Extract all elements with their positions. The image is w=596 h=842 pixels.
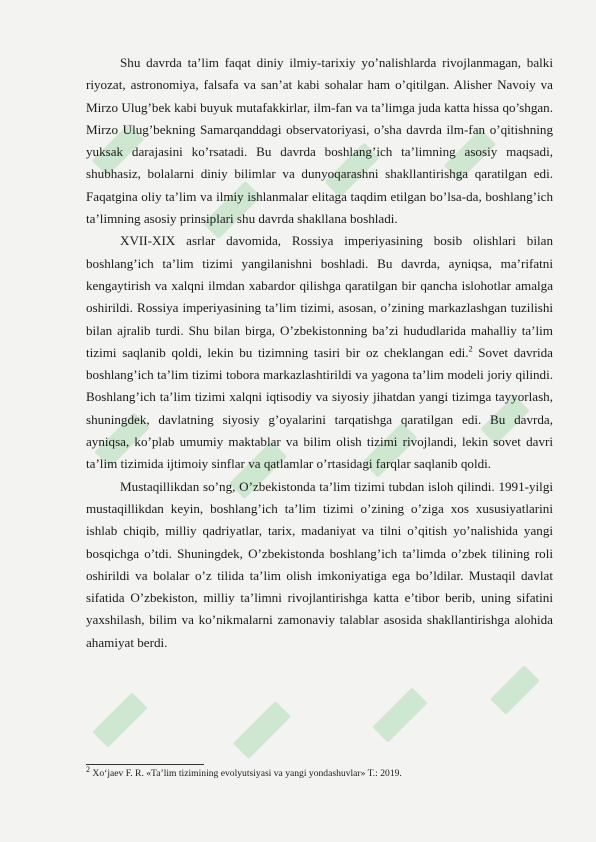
paragraph-2 xyxy=(86,230,553,475)
watermark-mark xyxy=(372,687,427,742)
footnote xyxy=(86,764,553,780)
footnote-reference[interactable]: 2 xyxy=(468,344,473,354)
paragraph-3: Mustaqillikdan so’ng, O’zbekistonda ta’lim tizimi tubdan isloh qilindi. 1991-yilgi mustaqillikdan keyin, boshlang’ich ta’lim tizimi o’zining o’ziga xos xususiyatlarini ishlab chiqib, milliy qadriyatlar, tarix, madaniyat va tilni o’qitish yo’nalishida yangi bosqichga o’tdi. Shuningdek, O’zbekistonda boshlang’ich ta’limda o’zbek tilining roli oshirildi va bolalar o’z tilida ta’lim olish imkoniyatiga ega bo’ldilar. Mustaqil davlat sifatida O’zbekiston, milliy ta’limni rivojlantirishga katta e’tibor berib, uning sifatini yaxshilash, bilim va ko’nikmalarni zamonaviy talablar asosida shakllantirishga alohida ahamiyat berdi. xyxy=(86,478,553,650)
watermark-mark xyxy=(490,665,539,714)
paragraph-2-text-after: Sovet davrida boshlang’ich ta’lim tizimi tobora markazlashtirildi va yagona ta’lim modeli joriy qilindi. Boshlang’ich ta’lim tizimi xalqni iqtisodiy va siyosiy jihatdan yangi tizimga tayyorlash, shuningdek, davlatning siyosiy g’oyalarini tarqatishga qaratilgan edi. Bu davrda, ayniqsa, ko’plab umumiy maktablar va bilim olish tizimi rivojlandi, lekin sovet davri ta’lim tizimida ijtimoiy sinflar va qatlamlar o’rtasidagi farqlar saqlanib qoldi. xyxy=(86,344,553,472)
paragraph-1: Shu davrda ta’lim faqat diniy ilmiy-tarixiy yo’nalishlarda rivojlanmagan, balki riyozat, astronomiya, falsafa va san’at kabi sohalar ham o’qitilgan. Alisher Navoiy va Mirzo Ulug’bek kabi buyuk mutafakkirlar, ilm-fan va ta’limga juda katta hissa qo’shgan. Mirzo Ulug’bekning Samarqanddagi observatoriyasi, o’sha davrda ilm-fan o’qitishning yuksak darajasini ko’rsatadi. Bu davrda boshlang’ich ta’limning asosiy maqsadi, shubhasiz, bolalarni diniy bilimlar va dunyoqarashni shakllantirishga qaratilgan edi. Faqatgina oliy ta’lim va ilmiy ishlanmalar elitaga taqdim etilgan bo’lsa-da, boshlang’ich ta’limning asosiy prinsiplari shu davrda shakllana boshladi. xyxy=(86,55,553,227)
watermark-mark xyxy=(92,692,147,747)
footnote-text: Xo‘jaev F. R. «Ta’lim tizimining evolyutsiyasi va yangi yondashuvlar» T.: 2019. xyxy=(90,768,402,779)
paragraph-2-text-before: XVII-XIX asrlar davomida, Rossiya imperiyasining bosib olishlari bilan boshlang’ich ta’lim tizimi yangilanishni boshladi. Bu davrda, ayniqsa, ma’rifatni kengaytirish va xalqni ilmdan xabardor qilishga qaratilgan bir qancha islohotlar amalga oshirildi. Rossiya imperiyasining ta’lim tizimi, asosan, o’zining markazlashgan tuzilishi bilan ajralib turdi. Shu bilan birga, O’zbekistonning ba’zi hududlarida mahalliy ta’lim tizimi saqlanib qoldi, lekin bu tizimning tasiri bir oz cheklangan edi. xyxy=(86,233,553,360)
footnote-separator xyxy=(86,764,204,765)
watermark-mark xyxy=(233,701,291,759)
footnote-marker: 2 xyxy=(86,764,90,774)
document-body xyxy=(86,52,553,654)
